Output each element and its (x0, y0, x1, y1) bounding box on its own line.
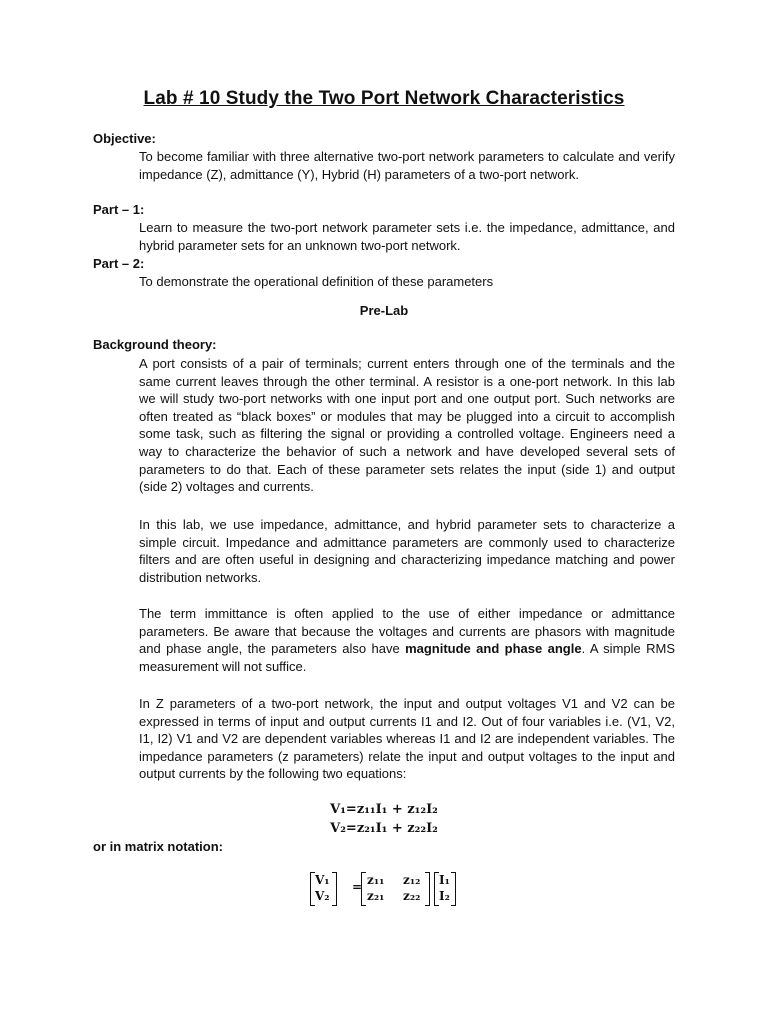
part2-label: Part – 2: (93, 256, 145, 271)
bracket-right-v (332, 872, 337, 906)
bracket-left-z (361, 872, 366, 906)
p3-end: . A simple RMS measurement will not suffice. (139, 641, 676, 674)
bracket-right-z (425, 872, 430, 906)
equation-2: V₂=z₂₁I₁ + z₂₂I₂ (330, 821, 438, 836)
matrix-v2: V₂ (315, 889, 330, 903)
matrix-i1: I₁ (439, 873, 450, 887)
part1-text: Learn to measure the two-port network parameter sets i.e. the impedance, admittance, and hybrid parameter sets for an unknown two-port network. (139, 220, 675, 253)
part1-label: Part – 1: (93, 202, 145, 217)
objective-label: Objective: (93, 131, 156, 146)
page-title: Lab # 10 Study the Two Port Network Characteristics (143, 88, 625, 109)
background-paragraph-3 (139, 605, 675, 675)
part2-text: To demonstrate the operational definition of these parameters (139, 274, 494, 289)
matrix-v1: V₁ (315, 873, 330, 887)
matrix-z21: z₂₁ (367, 889, 385, 903)
matrix-label: or in matrix notation: (93, 839, 223, 854)
background-paragraph-2: In this lab, we use impedance, admittance, and hybrid parameter sets to characterize a simple circuit. Impedance and admittance parameters are commonly used to characterize filters and are often useful in designing and characterizing impedance matching and power distribution networks. (139, 517, 675, 585)
background-label: Background theory: (93, 337, 217, 352)
matrix-equals: = (352, 880, 363, 894)
matrix-i2: I₂ (439, 889, 450, 903)
prelab-heading: Pre-Lab (359, 303, 409, 318)
p3-bold: magnitude and phase angle (405, 641, 582, 657)
equation-1: V₁=z₁₁I₁ + z₁₂I₂ (330, 802, 438, 817)
background-paragraph-1: A port consists of a pair of terminals; current enters through one of the terminals and the same current leaves through the other terminal. A resistor is a one-port network. In this lab we will study two-port networks with one input port and one output port. Such networks are often treated as “black boxes” or modules that may be plugged into a circuit to accomplish some task, such as filtering the signal or providing a controlled voltage. Engineers need a way to characterize the behavior of such a network and have developed several sets of parameters to do that. Each of these parameter sets relates the input (side 1) and output (side 2) voltages and currents. (139, 356, 675, 495)
p3-start: The term immittance is often applied to the use of either impedance or admittance parameters. Be aware that because the voltages and currents are phasors with magnitude and phase angle, the parameters also have (139, 606, 675, 657)
bracket-right-i (451, 872, 456, 906)
background-paragraph-4: In Z parameters of a two-port network, the input and output voltages V1 and V2 can be expressed in terms of input and output currents I1 and I2. Out of four variables i.e. (V1, V2, I1, I2) V1 and V2 are dependent variables whereas I1 and I2 are independent variables. The impedance parameters (z parameters) relate the input and output voltages to the input and output currents by the following two equations: (139, 696, 675, 782)
objective-text: To become familiar with three alternative two-port network parameters to calculate and verify impedance (Z), admittance (Y), Hybrid (H) parameters of a two-port network. (139, 149, 675, 182)
matrix-z22: z₂₂ (403, 889, 421, 903)
matrix-z12: z₁₂ (403, 873, 421, 887)
matrix-z11: z₁₁ (367, 873, 385, 887)
